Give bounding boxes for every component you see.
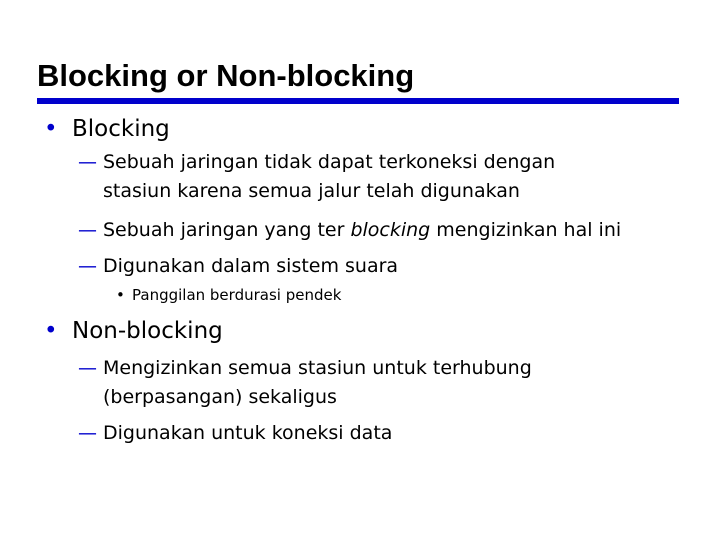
text-plain: Sebuah jaringan yang ter (103, 219, 351, 241)
bullet-label: Non-blocking (72, 318, 223, 344)
title-underline (37, 98, 679, 104)
sub-bullet-text: Sebuah jaringan tidak dapat terkoneksi dengan (103, 151, 556, 173)
dash-icon: — (78, 422, 97, 444)
sub-bullet-text: stasiun karena semua jalur telah digunakan (103, 180, 520, 202)
sub-bullet-text (103, 216, 621, 244)
bullet-dot-icon: • (44, 116, 58, 142)
bullet-dot-icon: • (44, 318, 58, 344)
slide-title: Blocking or Non-blocking (37, 58, 415, 93)
dash-icon: — (78, 255, 97, 277)
text-plain: mengizinkan hal ini (430, 219, 622, 241)
dash-icon: — (78, 219, 97, 241)
dash-icon: — (78, 357, 97, 379)
dash-icon: — (78, 151, 97, 173)
sub-sub-bullet-text: Panggilan berdurasi pendek (132, 286, 342, 304)
sub-bullet-text: (berpasangan) sekaligus (103, 386, 337, 408)
sub-bullet-text: Digunakan untuk koneksi data (103, 422, 393, 444)
sub-bullet-text: Digunakan dalam sistem suara (103, 255, 399, 277)
small-bullet-dot-icon: • (116, 286, 125, 304)
bullet-label: Blocking (72, 116, 170, 142)
sub-bullet-text: Mengizinkan semua stasiun untuk terhubung (103, 357, 532, 379)
text-italic: blocking (350, 219, 431, 241)
